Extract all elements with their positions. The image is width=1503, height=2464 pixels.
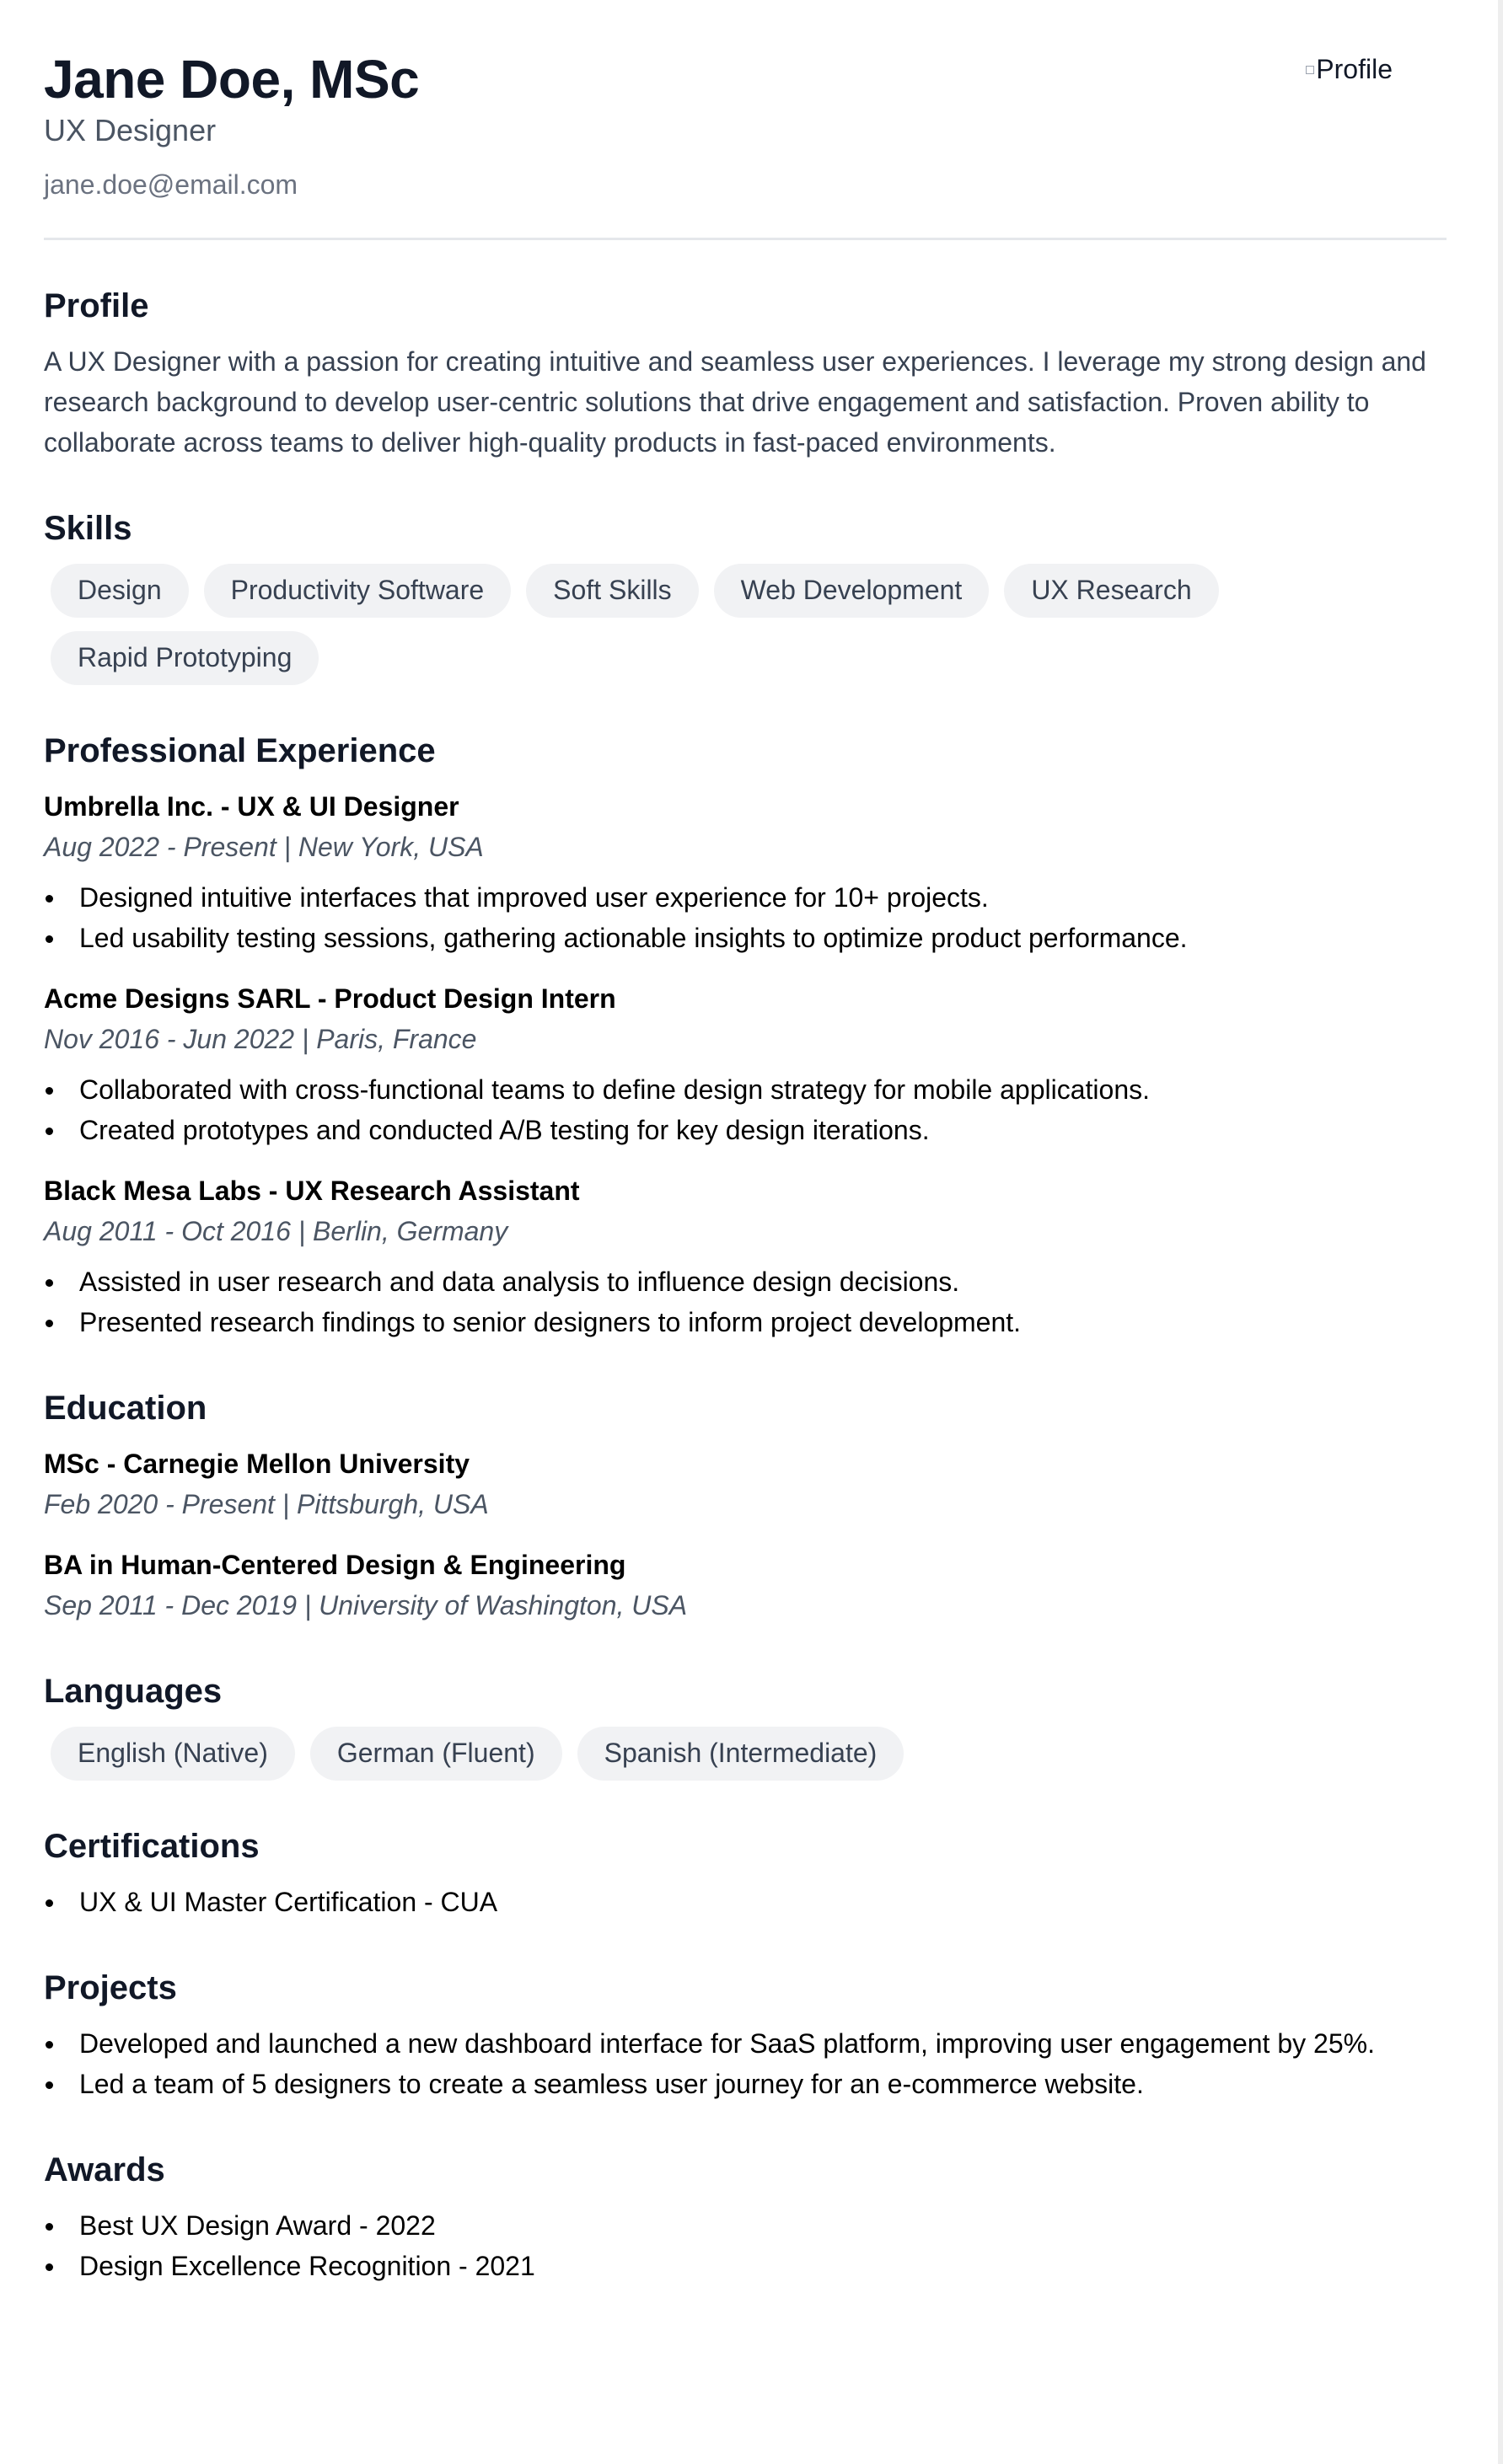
candidate-name: Jane Doe, MSc — [44, 49, 420, 110]
certifications-section — [44, 1824, 1447, 1922]
skills-section — [44, 506, 1447, 685]
broken-image-icon — [1306, 66, 1314, 74]
languages-section — [44, 1669, 1447, 1781]
awards-list — [44, 2205, 1447, 2286]
skill-tag: Soft Skills — [526, 564, 698, 618]
language-tag: English (Native) — [51, 1727, 295, 1781]
degree-meta: Feb 2020 - Present | Pittsburgh, USA — [44, 1489, 489, 1519]
section-title-projects: Projects — [44, 1969, 177, 2006]
page-edge — [1498, 0, 1503, 2464]
certification-item: UX & UI Master Certification - CUA — [79, 1882, 1447, 1922]
certifications-list — [44, 1882, 1447, 1922]
projects-section — [44, 1966, 1447, 2104]
job-bullet: Collaborated with cross-functional teams to define design strategy for mobile applications. — [79, 1069, 1447, 1110]
education-entry — [44, 1545, 1447, 1626]
profile-section — [44, 284, 1447, 463]
profile-photo — [1306, 54, 1393, 85]
section-title-certifications: Certifications — [44, 1828, 260, 1865]
experience-entry — [44, 978, 1447, 1150]
education-entry — [44, 1444, 1447, 1524]
profile-summary: A UX Designer with a passion for creating intuitive and seamless user experiences. I leverage my strong design and research background to develop user-centric solutions that drive engagement and satisfaction. Proven ability to collaborate across teams to deliver high-quality products in fast-paced environments. — [44, 346, 1426, 458]
candidate-email: jane.doe@email.com — [44, 169, 298, 200]
skill-tag: Design — [51, 564, 189, 618]
candidate-title: UX Designer — [44, 113, 217, 147]
job-bullets — [44, 1069, 1447, 1150]
awards-section — [44, 2148, 1447, 2286]
job-bullet: Designed intuitive interfaces that improved user experience for 10+ projects. — [79, 877, 1447, 918]
resume-header — [44, 0, 1447, 240]
section-title-experience: Professional Experience — [44, 732, 436, 769]
award-item: Design Excellence Recognition - 2021 — [79, 2246, 1447, 2286]
job-title: Black Mesa Labs - UX Research Assistant — [44, 1176, 580, 1206]
job-bullet: Created prototypes and conducted A/B testing for key design iterations. — [79, 1110, 1447, 1150]
job-bullet: Assisted in user research and data analysis to influence design decisions. — [79, 1261, 1447, 1302]
job-bullet: Led usability testing sessions, gathering actionable insights to optimize product performance. — [79, 918, 1447, 958]
skills-list — [44, 564, 1447, 685]
section-title-skills: Skills — [44, 510, 132, 547]
project-item: Developed and launched a new dashboard interface for SaaS platform, improving user engagement by 25%. — [79, 2023, 1447, 2064]
job-meta: Nov 2016 - Jun 2022 | Paris, France — [44, 1024, 477, 1054]
degree-meta: Sep 2011 - Dec 2019 | University of Washington, USA — [44, 1590, 688, 1620]
skill-tag: Rapid Prototyping — [51, 631, 319, 685]
project-item: Led a team of 5 designers to create a seamless user journey for an e-commerce website. — [79, 2064, 1447, 2104]
degree-title: MSc - Carnegie Mellon University — [44, 1449, 470, 1479]
section-title-education: Education — [44, 1390, 207, 1427]
education-section — [44, 1386, 1447, 1626]
job-meta: Aug 2011 - Oct 2016 | Berlin, Germany — [44, 1216, 508, 1246]
section-title-awards: Awards — [44, 2151, 165, 2188]
profile-photo-alt: Profile — [1316, 54, 1393, 84]
language-tag: German (Fluent) — [310, 1727, 562, 1781]
projects-list — [44, 2023, 1447, 2104]
skill-tag: Web Development — [714, 564, 990, 618]
experience-section — [44, 729, 1447, 1342]
language-tag: Spanish (Intermediate) — [577, 1727, 904, 1781]
job-title: Umbrella Inc. - UX & UI Designer — [44, 791, 459, 822]
section-title-languages: Languages — [44, 1673, 223, 1710]
experience-entry — [44, 786, 1447, 958]
job-bullet: Presented research findings to senior designers to inform project development. — [79, 1302, 1447, 1342]
award-item: Best UX Design Award - 2022 — [79, 2205, 1447, 2246]
job-bullets — [44, 1261, 1447, 1342]
experience-entry — [44, 1170, 1447, 1342]
job-meta: Aug 2022 - Present | New York, USA — [44, 832, 484, 862]
skill-tag: UX Research — [1004, 564, 1218, 618]
languages-list — [44, 1727, 1447, 1781]
job-bullets — [44, 877, 1447, 958]
job-title: Acme Designs SARL - Product Design Intern — [44, 983, 616, 1014]
section-title-profile: Profile — [44, 287, 149, 324]
resume — [44, 0, 1447, 2286]
skill-tag: Productivity Software — [204, 564, 512, 618]
degree-title: BA in Human-Centered Design & Engineering — [44, 1550, 626, 1580]
